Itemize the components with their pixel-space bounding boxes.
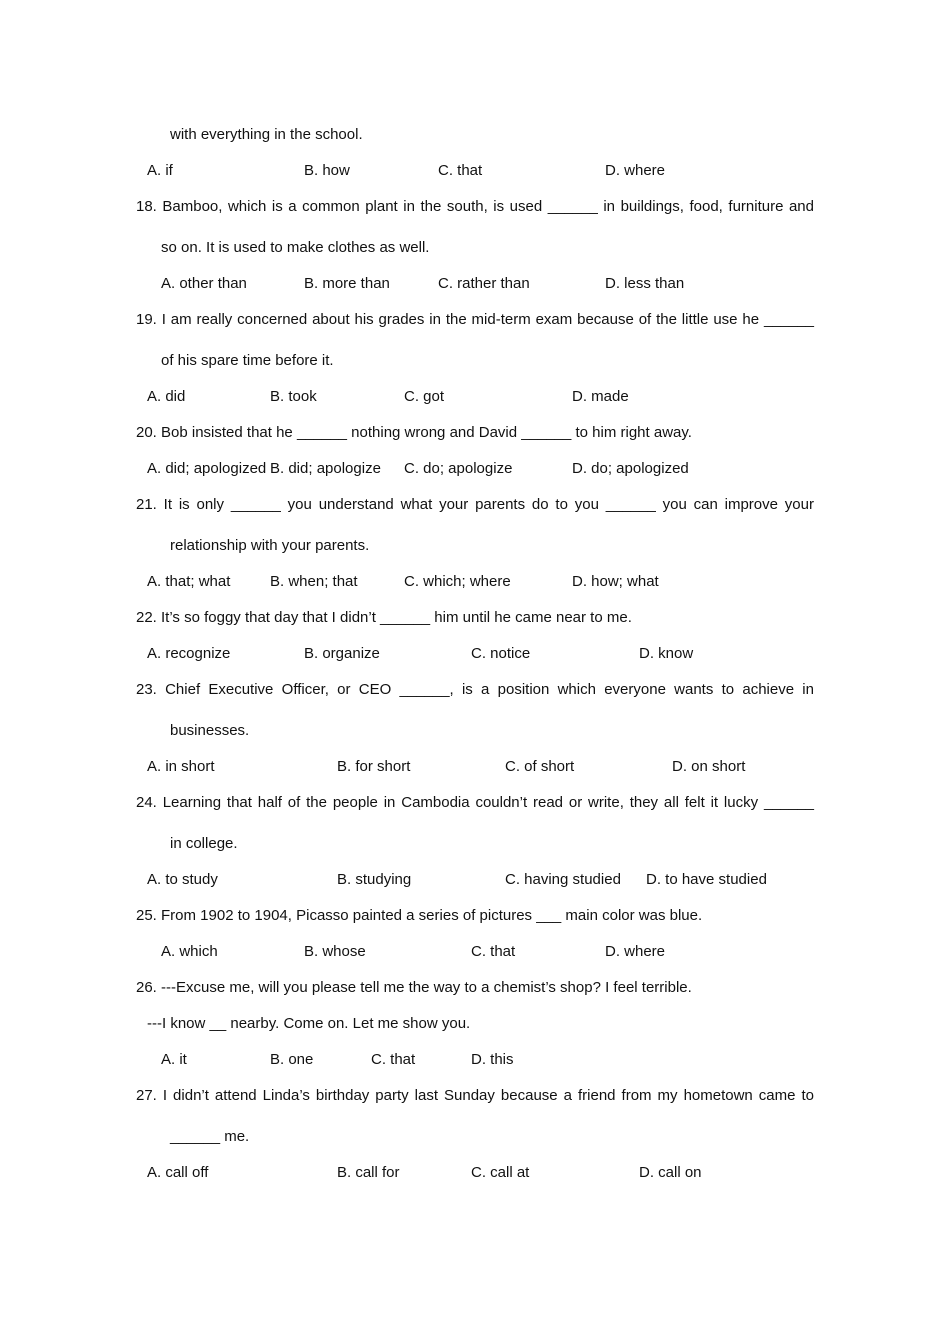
question-19-line-2: of his spare time before it. — [161, 352, 334, 369]
q25-option-b: B. whose — [304, 943, 366, 960]
question-18-line-2: so on. It is used to make clothes as well. — [161, 239, 430, 256]
question-24-line-1: 24. Learning that half of the people in Cambodia couldn’t read or write, they all felt it lucky ______ — [136, 794, 814, 811]
q24-option-a: A. to study — [147, 871, 218, 888]
q22-option-a: A. recognize — [147, 645, 231, 662]
q20-option-a: A. did; apologized — [147, 460, 267, 477]
question-21-line-2: relationship with your parents. — [170, 537, 370, 554]
question-26-line-1: 26. ---Excuse me, will you please tell me the way to a chemist’s shop? I feel terrible. — [136, 979, 692, 996]
question-20-line-1: 20. Bob insisted that he ______ nothing wrong and David ______ to him right away. — [136, 424, 692, 441]
question-27-line-1: 27. I didn’t attend Linda’s birthday party last Sunday because a friend from my hometown came to — [136, 1087, 814, 1104]
q17-option-b: B. how — [304, 162, 350, 179]
q24-option-d: D. to have studied — [646, 871, 767, 888]
q25-option-a: A. which — [161, 943, 218, 960]
question-23-line-1: 23. Chief Executive Officer, or CEO ______, is a position which everyone wants to achieve in — [136, 681, 814, 698]
q17-option-c: C. that — [438, 162, 483, 179]
q27-option-d: D. call on — [639, 1164, 702, 1181]
q23-option-d: D. on short — [672, 758, 746, 775]
q26-option-b: B. one — [270, 1051, 314, 1068]
q20-option-d: D. do; apologized — [572, 460, 689, 477]
q22-option-c: C. notice — [471, 645, 531, 662]
q18-option-b: B. more than — [304, 275, 390, 292]
question-18-line-1: 18. Bamboo, which is a common plant in the south, is used ______ in buildings, food, furniture and — [136, 198, 814, 215]
question-22-line-1: 22. It’s so foggy that day that I didn’t ______ him until he came near to me. — [136, 609, 632, 626]
question-26-line-2: ---I know __ nearby. Come on. Let me show you. — [147, 1015, 471, 1032]
q17-option-a: A. if — [147, 162, 173, 179]
question-17-line-1: with everything in the school. — [170, 126, 363, 143]
question-25-line-1: 25. From 1902 to 1904, Picasso painted a series of pictures ___ main color was blue. — [136, 907, 703, 924]
q25-option-d: D. where — [605, 943, 666, 960]
q23-option-a: A. in short — [147, 758, 215, 775]
q19-option-b: B. took — [270, 388, 317, 405]
q21-option-a: A. that; what — [147, 573, 231, 590]
q27-option-b: B. call for — [337, 1164, 400, 1181]
q20-option-b: B. did; apologize — [270, 460, 381, 477]
q18-option-a: A. other than — [161, 275, 247, 292]
q25-option-c: C. that — [471, 943, 516, 960]
q26-option-c: C. that — [371, 1051, 416, 1068]
q27-option-a: A. call off — [147, 1164, 209, 1181]
q21-option-d: D. how; what — [572, 573, 659, 590]
question-23-line-2: businesses. — [170, 722, 250, 739]
q26-option-d: D. this — [471, 1051, 514, 1068]
q18-option-d: D. less than — [605, 275, 685, 292]
q21-option-c: C. which; where — [404, 573, 511, 590]
q23-option-c: C. of short — [505, 758, 575, 775]
q17-option-d: D. where — [605, 162, 666, 179]
question-21-line-1: 21. It is only ______ you understand what your parents do to you ______ you can improve your — [136, 496, 814, 513]
question-24-line-2: in college. — [170, 835, 238, 852]
q26-option-a: A. it — [161, 1051, 187, 1068]
q24-option-b: B. studying — [337, 871, 412, 888]
question-19-line-1: 19. I am really concerned about his grades in the mid-term exam because of the little use he ______ — [136, 311, 814, 328]
q23-option-b: B. for short — [337, 758, 411, 775]
q27-option-c: C. call at — [471, 1164, 530, 1181]
q19-option-a: A. did — [147, 388, 186, 405]
q19-option-d: D. made — [572, 388, 629, 405]
q20-option-c: C. do; apologize — [404, 460, 513, 477]
question-27-line-2: ______ me. — [170, 1128, 250, 1145]
q22-option-d: D. know — [639, 645, 694, 662]
q22-option-b: B. organize — [304, 645, 380, 662]
q19-option-c: C. got — [404, 388, 445, 405]
q18-option-c: C. rather than — [438, 275, 530, 292]
q21-option-b: B. when; that — [270, 573, 358, 590]
q24-option-c: C. having studied — [505, 871, 621, 888]
